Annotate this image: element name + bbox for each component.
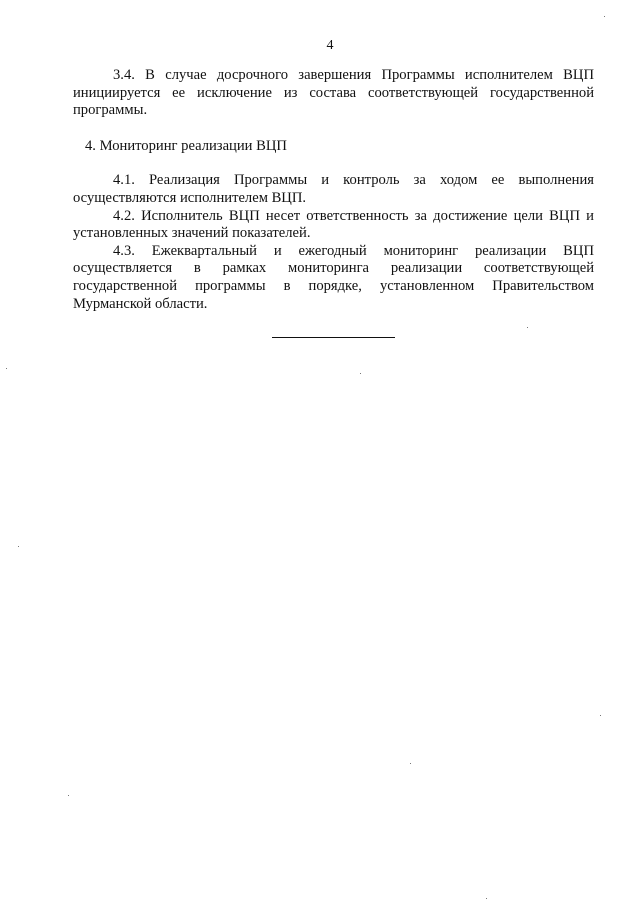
end-of-text-rule [272,337,395,338]
section-heading-monitoring: 4. Мониторинг реализации ВЦП [85,137,287,154]
paragraph-4-1: 4.1. Реализация Программы и контроль за ходом ее выполнения осуществляются исполнителем ВЦП. [73,172,594,206]
scan-speck [486,898,487,899]
paragraph-3-4: 3.4. В случае досрочного завершения Программы исполнителем ВЦП инициируется ее исключение из состава соответствующей государственной программы. [73,67,594,119]
document-body [73,67,594,313]
scan-speck [604,16,605,17]
paragraph-4-3: 4.3. Ежеквартальный и ежегодный мониторинг реализации ВЦП осуществляется в рамках мониторинга реализации соответствующей государственной программы в порядке, установленном Правительством Мурманской области. [73,242,594,312]
page-number: 4 [326,38,334,53]
scan-speck [527,327,528,328]
scan-speck [6,368,7,369]
scan-speck [18,546,19,547]
paragraph-4-2: 4.2. Исполнитель ВЦП несет ответственность за достижение цели ВЦП и установленных значений показателей. [73,207,594,242]
scan-speck [360,373,361,374]
scan-speck [600,715,601,716]
scan-speck [68,795,69,796]
scan-speck [410,763,411,764]
